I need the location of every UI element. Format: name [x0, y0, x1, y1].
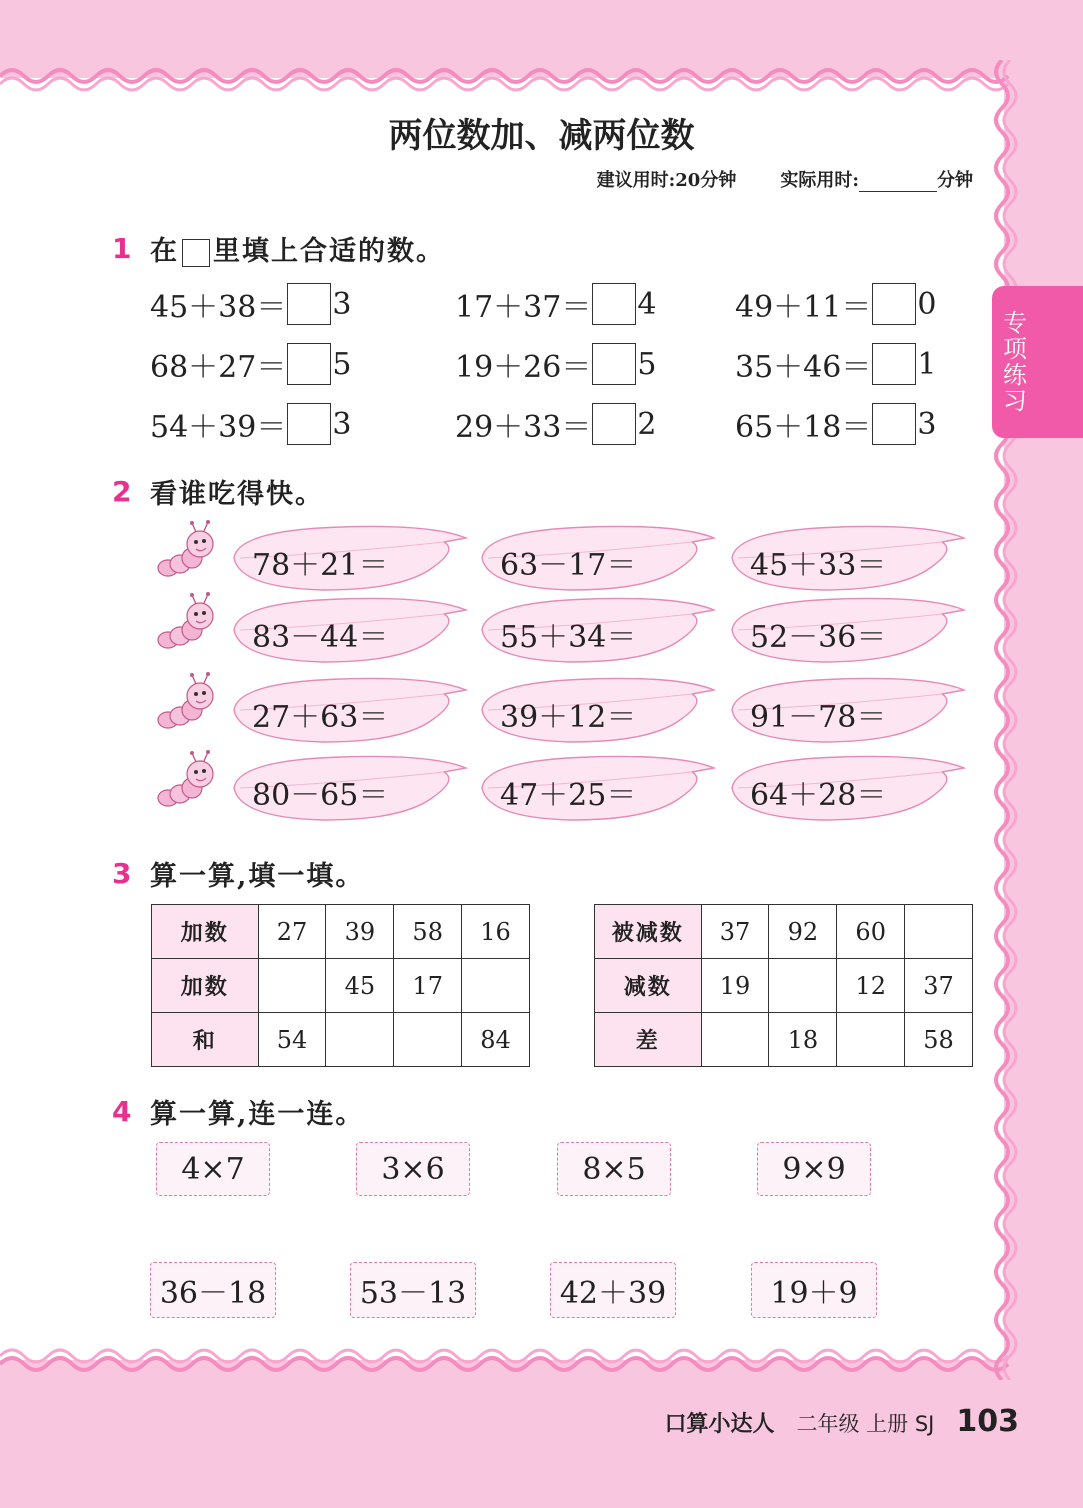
leaf-equation: 63－17＝ — [500, 548, 637, 583]
table-cell: 45 — [326, 959, 394, 1013]
fill-box-equation — [735, 342, 936, 386]
equation-text: 19＋26＝ — [455, 350, 592, 385]
question-3-heading — [112, 854, 364, 893]
table-cell: 27 — [258, 905, 326, 959]
leaf-equation: 47＋25＝ — [500, 778, 637, 813]
table-cell: 37 — [905, 959, 973, 1013]
match-card-top[interactable]: 4×7 — [156, 1142, 270, 1196]
fill-box-equation — [150, 282, 351, 326]
title-part: 里填上合适的数。 — [213, 236, 445, 267]
leaf-equation: 52－36＝ — [750, 620, 887, 655]
caterpillar-icon — [152, 520, 222, 586]
equation-text: 17＋37＝ — [455, 290, 592, 325]
question-number: 1 — [112, 232, 132, 265]
leaf-equation: 83－44＝ — [252, 620, 389, 655]
answer-box[interactable] — [287, 403, 331, 445]
answer-cell[interactable] — [394, 1013, 462, 1067]
equation-text: 68＋27＝ — [150, 350, 287, 385]
book-brand: 口算小达人 — [664, 1412, 775, 1437]
leaf-equation: 55＋34＝ — [500, 620, 637, 655]
answer-box[interactable] — [872, 343, 916, 385]
leaf-equation: 45＋33＝ — [750, 548, 887, 583]
match-card-bottom[interactable]: 19＋9 — [751, 1262, 877, 1318]
page-number: 103 — [956, 1404, 1019, 1439]
table-row — [152, 905, 530, 959]
table-cell: 17 — [394, 959, 462, 1013]
match-card-bottom[interactable]: 36－18 — [150, 1262, 276, 1318]
table-cell: 37 — [701, 905, 769, 959]
wavy-border-bottom — [0, 1346, 1010, 1382]
row-header: 和 — [152, 1013, 259, 1067]
table-row — [595, 905, 973, 959]
fill-box-equation — [735, 282, 936, 326]
answer-box[interactable] — [872, 283, 916, 325]
answer-cell[interactable] — [258, 959, 326, 1013]
question-title: 看谁吃得快。 — [150, 479, 324, 510]
fill-box-equation — [735, 402, 936, 446]
caterpillar-icon — [152, 750, 222, 816]
actual-time-unit: 分钟 — [937, 170, 973, 191]
match-card-bottom[interactable]: 53－13 — [350, 1262, 476, 1318]
leaf-equation: 91－78＝ — [750, 700, 887, 735]
answer-cell[interactable] — [837, 1013, 905, 1067]
fill-box-equation — [455, 402, 656, 446]
equation-tail: 3 — [332, 406, 352, 442]
table-cell: 58 — [905, 1013, 973, 1067]
actual-time-blank[interactable] — [859, 174, 937, 192]
answer-box[interactable] — [287, 283, 331, 325]
time-line — [597, 166, 973, 192]
table-cell: 84 — [462, 1013, 530, 1067]
fill-box-equation — [455, 342, 656, 386]
question-number: 3 — [112, 857, 132, 890]
table-cell: 16 — [462, 905, 530, 959]
equation-tail: 5 — [637, 346, 657, 382]
table-cell: 12 — [837, 959, 905, 1013]
question-title: 算一算,填一填。 — [150, 861, 365, 892]
answer-cell[interactable] — [905, 905, 973, 959]
table-cell: 92 — [769, 905, 837, 959]
row-header: 被减数 — [595, 905, 702, 959]
equation-tail: 3 — [332, 286, 352, 322]
wavy-border-right — [990, 60, 1020, 1380]
match-card-bottom[interactable]: 42＋39 — [550, 1262, 676, 1318]
equation-text: 49＋11＝ — [735, 290, 872, 325]
question-2-heading — [112, 472, 324, 511]
table-cell: 18 — [769, 1013, 837, 1067]
fill-box-equation — [150, 342, 351, 386]
table-cell: 54 — [258, 1013, 326, 1067]
answer-box[interactable] — [592, 343, 636, 385]
table-cell: 58 — [394, 905, 462, 959]
leaf-equation: 80－65＝ — [252, 778, 389, 813]
table-cell: 60 — [837, 905, 905, 959]
addition-table — [151, 904, 530, 1067]
leaf-equation: 27＋63＝ — [252, 700, 389, 735]
match-card-top[interactable]: 8×5 — [557, 1142, 671, 1196]
book-grade: 二年级 上册 SJ — [796, 1412, 935, 1436]
equation-tail: 1 — [917, 346, 937, 382]
answer-cell[interactable] — [769, 959, 837, 1013]
caterpillar-icon — [152, 672, 222, 738]
question-title — [150, 229, 445, 268]
equation-text: 45＋38＝ — [150, 290, 287, 325]
page-footer — [664, 1404, 1019, 1439]
equation-text: 54＋39＝ — [150, 410, 287, 445]
actual-time-label: 实际用时: — [780, 170, 859, 191]
wavy-border-top — [0, 56, 1010, 92]
equation-tail: 4 — [637, 286, 657, 322]
suggested-time: 建议用时:20分钟 — [596, 170, 737, 191]
row-header: 减数 — [595, 959, 702, 1013]
answer-box[interactable] — [592, 403, 636, 445]
table-cell: 39 — [326, 905, 394, 959]
row-header: 加数 — [152, 959, 259, 1013]
equation-text: 65＋18＝ — [735, 410, 872, 445]
equation-tail: 2 — [637, 406, 657, 442]
answer-cell[interactable] — [462, 959, 530, 1013]
match-card-top[interactable]: 9×9 — [757, 1142, 871, 1196]
question-title: 算一算,连一连。 — [150, 1099, 365, 1130]
equation-tail: 5 — [332, 346, 352, 382]
leaf-equation: 78＋21＝ — [252, 548, 389, 583]
equation-text: 35＋46＝ — [735, 350, 872, 385]
table-row — [152, 1013, 530, 1067]
match-card-top[interactable]: 3×6 — [356, 1142, 470, 1196]
equation-tail: 3 — [917, 406, 937, 442]
page-title: 两位数加、减两位数 — [388, 116, 695, 156]
leaf-equation: 39＋12＝ — [500, 700, 637, 735]
answer-box[interactable] — [872, 403, 916, 445]
equation-tail: 0 — [917, 286, 937, 322]
side-tab — [992, 286, 1083, 438]
table-cell: 19 — [701, 959, 769, 1013]
row-header: 差 — [595, 1013, 702, 1067]
fill-box-equation — [150, 402, 351, 446]
answer-box[interactable] — [287, 343, 331, 385]
question-1-heading — [112, 229, 445, 268]
answer-box[interactable] — [592, 283, 636, 325]
title-part: 在 — [150, 236, 179, 267]
equation-text: 29＋33＝ — [455, 410, 592, 445]
subtraction-table — [594, 904, 973, 1067]
table-row — [595, 1013, 973, 1067]
fill-box-equation — [455, 282, 656, 326]
table-row — [152, 959, 530, 1013]
table-row — [595, 959, 973, 1013]
row-header: 加数 — [152, 905, 259, 959]
question-number: 4 — [112, 1095, 132, 1128]
answer-cell[interactable] — [326, 1013, 394, 1067]
question-number: 2 — [112, 475, 132, 508]
leaf-equation: 64＋28＝ — [750, 778, 887, 813]
answer-cell[interactable] — [701, 1013, 769, 1067]
question-4-heading — [112, 1092, 364, 1131]
side-tab-label: 专项练习 — [1003, 309, 1027, 415]
box-icon — [182, 239, 210, 267]
actual-time — [780, 166, 973, 192]
caterpillar-icon — [152, 592, 222, 658]
